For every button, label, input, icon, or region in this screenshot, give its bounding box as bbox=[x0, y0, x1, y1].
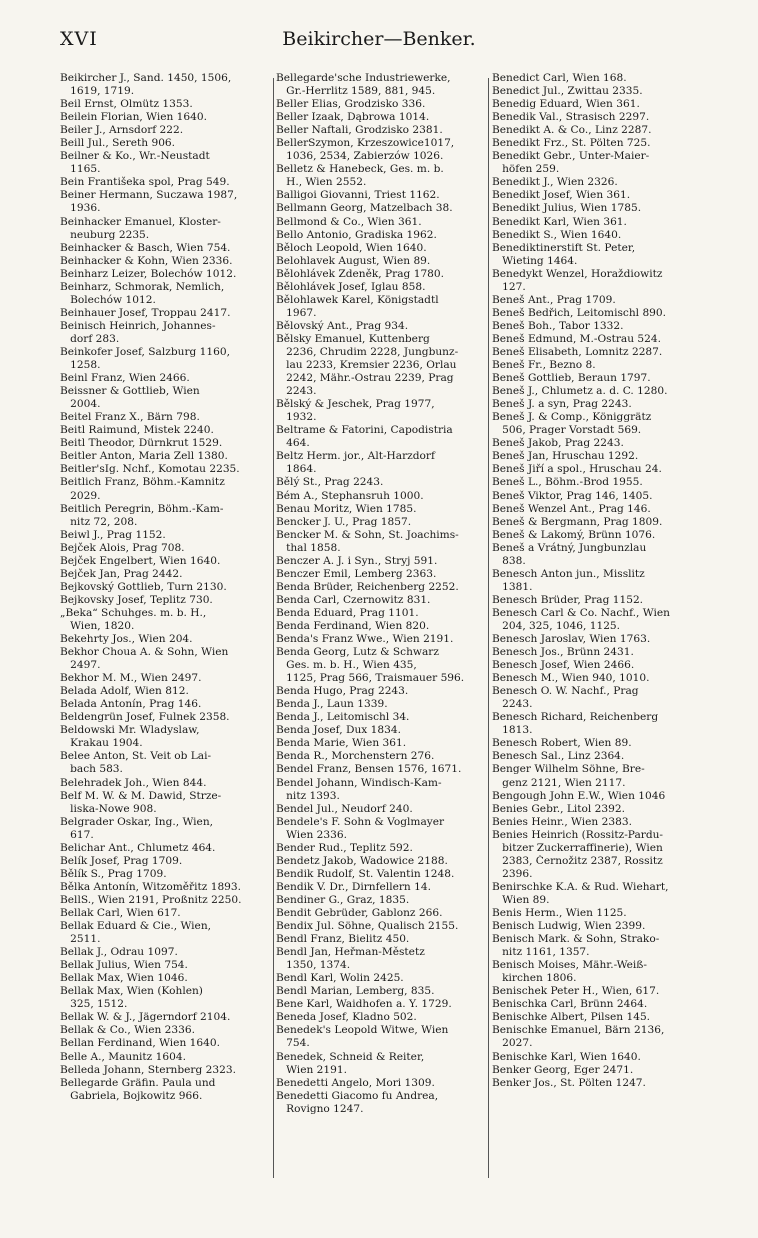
directory-entry-line: 325, 1512. bbox=[60, 998, 128, 1011]
directory-entry-line: Benda Brüder, Reichenberg 2252. bbox=[276, 580, 459, 593]
directory-entry-line: Bělský & Jeschek, Prag 1977, bbox=[276, 398, 435, 411]
directory-entry-line: Bejček Engelbert, Wien 1640. bbox=[60, 554, 221, 567]
directory-entry-line: Beikircher J., Sand. 1450, 1506, bbox=[60, 72, 232, 84]
directory-entry-line: neuburg 2235. bbox=[60, 228, 150, 241]
directory-entry-line: BellS., Wien 2191, Proßnitz 2250. bbox=[60, 893, 242, 906]
directory-entry-line: Beneš & Lakomý, Brünn 1076. bbox=[492, 528, 656, 541]
directory-entry-line: Beinhauer Josef, Troppau 2417. bbox=[60, 306, 231, 319]
directory-entry-line: 1036, 2534, Zabierzów 1026. bbox=[276, 150, 444, 163]
directory-entry-line: Bellak W. & J., Jägerndorf 2104. bbox=[60, 1011, 231, 1024]
directory-entry-line: liska-Nowe 908. bbox=[60, 802, 157, 815]
directory-entry-line: Beneš Wenzel Ant., Prag 146. bbox=[492, 502, 651, 515]
directory-entry-line: Benda Carl, Czernowitz 831. bbox=[276, 593, 431, 606]
directory-entry-line: Benischke Emanuel, Bärn 2136, bbox=[492, 1024, 665, 1037]
directory-entry-line: Benedetti Giacomo fu Andrea, bbox=[276, 1089, 439, 1102]
directory-entry-line: nitz 1161, 1357. bbox=[492, 946, 590, 959]
directory-entry-line: Bém A., Stephansruh 1000. bbox=[276, 489, 424, 502]
directory-entry-line: Benedetti Angelo, Mori 1309. bbox=[276, 1076, 435, 1089]
directory-entry-line: 1932. bbox=[276, 411, 317, 424]
directory-entry-line: Balligoi Giovanni, Triest 1162. bbox=[276, 189, 440, 202]
directory-entry-line: Bene Karl, Waidhofen a. Y. 1729. bbox=[276, 998, 452, 1011]
directory-entry-line: Benesch Sal., Linz 2364. bbox=[492, 750, 625, 763]
directory-entry-line: Beneš Jiří a spol., Hruschau 24. bbox=[492, 463, 662, 476]
directory-entry-line: nitz 1393. bbox=[276, 789, 340, 802]
directory-entry-line: Benedig Eduard, Wien 361. bbox=[492, 98, 640, 111]
directory-entry-line: Beneš Bedřich, Leitomischl 890. bbox=[492, 306, 667, 319]
directory-entry-line: Benisch Moises, Mähr.-Weiß- bbox=[492, 959, 647, 972]
directory-entry-line: Beilner & Ko., Wr.-Neustadt bbox=[60, 150, 210, 163]
directory-entry-line: Beissner & Gottlieb, Wien bbox=[60, 385, 200, 398]
directory-entry-line: Bendl Jan, Heřman-Městetz bbox=[276, 946, 425, 959]
directory-entry-line: Bejkovský Gottlieb, Turn 2130. bbox=[60, 580, 227, 593]
directory-entry-line: Benda J., Laun 1339. bbox=[276, 698, 388, 711]
directory-entry-line: Bellak Julius, Wien 754. bbox=[60, 959, 188, 972]
directory-entry-line: genz 2121, Wien 2117. bbox=[492, 776, 626, 789]
directory-entry-line: Belohlavek August, Wien 89. bbox=[276, 254, 431, 267]
directory-entry-line: Benda Josef, Dux 1834. bbox=[276, 724, 401, 737]
directory-entry-line: 506, Prager Vorstadt 569. bbox=[492, 424, 642, 437]
directory-entry-line: Belgrader Oskar, Ing., Wien, bbox=[60, 815, 214, 828]
directory-entry-line: Beneš Jan, Hruschau 1292. bbox=[492, 450, 639, 463]
directory-entry-line: Belada Antonín, Prag 146. bbox=[60, 698, 202, 711]
directory-entry-line: Beller Elias, Grodzisko 336. bbox=[276, 98, 426, 111]
directory-entry-line: thal 1858. bbox=[276, 541, 341, 554]
directory-entry-line: Benker Jos., St. Pölten 1247. bbox=[492, 1076, 646, 1089]
directory-entry-line: Beneš Gottlieb, Beraun 1797. bbox=[492, 372, 651, 385]
directory-entry-line: 2511. bbox=[60, 933, 101, 946]
directory-entry-line: Beldengrün Josef, Fulnek 2358. bbox=[60, 711, 230, 724]
directory-entry-line: Bendel Franz, Bensen 1576, 1671. bbox=[276, 763, 462, 776]
directory-entry-line: Benedykt Wenzel, Horaždiowitz bbox=[492, 267, 663, 280]
directory-entry-line: Belehradek Joh., Wien 844. bbox=[60, 776, 207, 789]
directory-entry-line: Bekhor Choua A. & Sohn, Wien bbox=[60, 646, 229, 659]
directory-entry-line: Krakau 1904. bbox=[60, 737, 143, 750]
directory-entry-line: Beitlich Franz, Böhm.-Kamnitz bbox=[60, 476, 225, 489]
directory-entry-line: Benau Moritz, Wien 1785. bbox=[276, 502, 417, 515]
directory-entry-line: Belada Adolf, Wien 812. bbox=[60, 685, 189, 698]
directory-entry-line: Benesch O. W. Nachf., Prag bbox=[492, 685, 639, 698]
directory-entry-line: 1967. bbox=[276, 306, 317, 319]
directory-entry-line: Beiwl J., Prag 1152. bbox=[60, 528, 166, 541]
directory-entry-line: Bellak J., Odrau 1097. bbox=[60, 946, 178, 959]
directory-entry-line: Benischke Albert, Pilsen 145. bbox=[492, 1011, 651, 1024]
directory-entry-line: Bendix Jul. Söhne, Qualisch 2155. bbox=[276, 920, 459, 933]
directory-entry-line: Benda R., Morchenstern 276. bbox=[276, 750, 435, 763]
directory-entry-line: Bejkovsky Josef, Teplitz 730. bbox=[60, 593, 213, 606]
directory-entry-line: Bellan Ferdinand, Wien 1640. bbox=[60, 1037, 220, 1050]
directory-entry-line: 2497. bbox=[60, 659, 101, 672]
directory-entry-line: Beinhacker & Kohn, Wien 2336. bbox=[60, 254, 233, 267]
directory-entry-line: Bellak Max, Wien 1046. bbox=[60, 972, 188, 985]
directory-entry-line: Bendik V. Dr., Dirnfellern 14. bbox=[276, 880, 431, 893]
directory-entry-line: Bendl Franz, Bielitz 450. bbox=[276, 933, 410, 946]
directory-entry-line: Benda Georg, Lutz & Schwarz bbox=[276, 646, 439, 659]
directory-entry-line: Ges. m. b. H., Wien 435, bbox=[276, 659, 417, 672]
directory-entry-line: nitz 72, 208. bbox=[60, 515, 138, 528]
directory-entry-line: 2029. bbox=[60, 489, 101, 502]
directory-entry-line: Beneš L., Böhm.-Brod 1955. bbox=[492, 476, 643, 489]
directory-entry-line: Benesch Richard, Reichenberg bbox=[492, 711, 659, 724]
directory-entry-line: Wien 2336. bbox=[276, 828, 347, 841]
directory-entry-line: Benesch Carl & Co. Nachf., Wien bbox=[492, 606, 670, 619]
directory-entry-line: Beitlich Peregrin, Böhm.-Kam- bbox=[60, 502, 224, 515]
directory-entry-line: Bendel Johann, Windisch-Kam- bbox=[276, 776, 442, 789]
directory-entry-line: Benda J., Leitomischl 34. bbox=[276, 711, 410, 724]
directory-entry-line: Beinhacker & Basch, Wien 754. bbox=[60, 241, 231, 254]
directory-entry-line: Bendele's F. Sohn & Voglmayer bbox=[276, 815, 445, 828]
directory-entry-line: Beitel Franz X., Bärn 798. bbox=[60, 411, 200, 424]
directory-entry-line: Benedikt S., Wien 1640. bbox=[492, 228, 622, 241]
directory-entry-line: Belle A., Maunitz 1604. bbox=[60, 1050, 186, 1063]
directory-entry-line: Bendiner G., Graz, 1835. bbox=[276, 893, 410, 906]
directory-entry-line: Benies Heinrich (Rossitz-Pardu- bbox=[492, 828, 664, 841]
directory-entry-line: Benirschke K.A. & Rud. Wiehart, bbox=[492, 880, 669, 893]
directory-column-1 bbox=[60, 72, 282, 1103]
directory-entry-line: Bendl Marian, Lemberg, 835. bbox=[276, 985, 435, 998]
directory-entry-line: Benedikt J., Wien 2326. bbox=[492, 176, 618, 189]
directory-entry-line: Benesch Anton jun., Misslitz bbox=[492, 567, 645, 580]
directory-entry-line: Benda Ferdinand, Wien 820. bbox=[276, 619, 430, 632]
directory-entry-line: Beitl Raimund, Mistek 2240. bbox=[60, 424, 214, 437]
directory-entry-line: Benda Marie, Wien 361. bbox=[276, 737, 407, 750]
directory-entry-line: Bencker M. & Sohn, St. Joachims- bbox=[276, 528, 459, 541]
directory-entry-line: 1258. bbox=[60, 359, 101, 372]
directory-entry-line: Bekhor M. M., Wien 2497. bbox=[60, 672, 202, 685]
directory-entry-line: Beneš Viktor, Prag 146, 1405. bbox=[492, 489, 653, 502]
directory-entry-line: Bělka Antonín, Witzoměřitz 1893. bbox=[60, 880, 242, 893]
directory-entry-line: Bělohlawek Karel, Königstadtl bbox=[276, 293, 439, 306]
directory-column-3 bbox=[492, 72, 712, 1090]
directory-entry-line: 204, 325, 1046, 1125. bbox=[492, 619, 621, 632]
directory-column-2 bbox=[276, 72, 494, 1116]
directory-entry-line: Beneš J., Chlumetz a. d. C. 1280. bbox=[492, 385, 668, 398]
page-number: XVI bbox=[60, 28, 98, 50]
directory-entry-line: Benesch Brüder, Prag 1152. bbox=[492, 593, 644, 606]
directory-entry-line: Bellak Carl, Wien 617. bbox=[60, 907, 181, 919]
directory-entry-line: Beller Naftali, Grodzisko 2381. bbox=[276, 124, 443, 137]
directory-entry-line: Benedikt A. & Co., Linz 2287. bbox=[492, 124, 652, 137]
directory-entry-line: Bělovský Ant., Prag 934. bbox=[276, 319, 409, 332]
directory-entry-line: Beinharz Leizer, Bolechów 1012. bbox=[60, 267, 237, 280]
directory-entry-line: Beill Jul., Sereth 906. bbox=[60, 137, 176, 150]
directory-entry-line: Beneš a Vrátný, Jungbunzlau bbox=[492, 541, 647, 554]
directory-entry-line: Beneda Josef, Kladno 502. bbox=[276, 1011, 417, 1024]
directory-entry-line: Bellak Max, Wien (Kohlen) bbox=[60, 985, 203, 998]
directory-entry-line: Beneš Ant., Prag 1709. bbox=[492, 293, 616, 306]
directory-entry-line: Bendik Rudolf, St. Valentin 1248. bbox=[276, 867, 455, 880]
directory-entry-line: Bendl Karl, Wolin 2425. bbox=[276, 972, 404, 985]
directory-entry-line: Bengough John E.W., Wien 1046 bbox=[492, 789, 666, 802]
directory-entry-line: Benesch Jaroslav, Wien 1763. bbox=[492, 633, 651, 646]
directory-entry-line: 1619, 1719. bbox=[60, 85, 135, 98]
directory-entry-line: Benesch Jos., Brünn 2431. bbox=[492, 646, 634, 659]
directory-entry-line: Bekehrty Jos., Wien 204. bbox=[60, 633, 193, 646]
directory-entry-line: 838. bbox=[492, 554, 526, 567]
directory-entry-line: Belík Josef, Prag 1709. bbox=[60, 854, 183, 867]
directory-entry-line: Bejček Jan, Prag 2442. bbox=[60, 567, 183, 580]
page-header bbox=[0, 28, 758, 58]
directory-entry-line: Bellegarde Gräfin. Paula und bbox=[60, 1076, 216, 1089]
directory-entry-line: Bellmond & Co., Wien 361. bbox=[276, 215, 422, 228]
directory-entry-line: Benediktinerstift St. Peter, bbox=[492, 241, 636, 254]
directory-entry-line: 1165. bbox=[60, 163, 101, 176]
directory-entry-line: Benedikt Josef, Wien 361. bbox=[492, 189, 631, 202]
directory-entry-line: 754. bbox=[276, 1037, 310, 1050]
directory-entry-line: Bellak Eduard & Cie., Wien, bbox=[60, 920, 212, 933]
directory-entry-line: Běloch Leopold, Wien 1640. bbox=[276, 241, 427, 254]
directory-entry-line: Beil Ernst, Olmütz 1353. bbox=[60, 98, 193, 111]
directory-entry-line: Beneš Fr., Bezno 8. bbox=[492, 359, 596, 372]
directory-entry-line: Bělík S., Prag 1709. bbox=[60, 867, 167, 880]
directory-entry-line: BellerSzymon, Krzeszowice1017, bbox=[276, 137, 455, 150]
directory-entry-line: Wien 2191. bbox=[276, 1063, 347, 1076]
directory-entry-line: 464. bbox=[276, 437, 310, 450]
directory-entry-line: Bender Rud., Teplitz 592. bbox=[276, 841, 413, 854]
directory-entry-line: Benedik Val., Strasisch 2297. bbox=[492, 111, 650, 124]
directory-entry-line: Gabriela, Bojkowitz 966. bbox=[60, 1089, 203, 1102]
directory-entry-line: Benger Wilhelm Söhne, Bre- bbox=[492, 763, 645, 776]
directory-entry-line: Bellegarde'sche Industriewerke, bbox=[276, 72, 451, 84]
directory-entry-line: Bello Antonio, Gradiska 1962. bbox=[276, 228, 437, 241]
directory-entry-line: Bolechów 1012. bbox=[60, 293, 156, 306]
directory-entry-line: Benczer A. J. i Syn., Stryj 591. bbox=[276, 554, 438, 567]
directory-entry-line: Benda Eduard, Prag 1101. bbox=[276, 606, 419, 619]
directory-entry-line: Benischek Peter H., Wien, 617. bbox=[492, 985, 660, 998]
directory-entry-line: Benischke Karl, Wien 1640. bbox=[492, 1050, 641, 1063]
directory-entry-line: 127. bbox=[492, 280, 526, 293]
directory-entry-line: Beneš & Bergmann, Prag 1809. bbox=[492, 515, 663, 528]
directory-entry-line: Beitler'sIg. Nchf., Komotau 2235. bbox=[60, 463, 240, 476]
directory-entry-line: Bělý St., Prag 2243. bbox=[276, 476, 384, 489]
directory-entry-line: bach 583. bbox=[60, 763, 123, 776]
directory-entry-line: Beinkofer Josef, Salzburg 1160, bbox=[60, 345, 230, 358]
directory-entry-line: Benda Hugo, Prag 2243. bbox=[276, 685, 409, 698]
directory-entry-line: Beinharz, Schmorak, Nemlich, bbox=[60, 280, 225, 293]
directory-entry-line: Beneš J. & Comp., Königgrätz bbox=[492, 411, 652, 424]
directory-entry-line: 2236, Chrudim 2228, Jungbunz- bbox=[276, 345, 459, 358]
directory-entry-line: Beinl Franz, Wien 2466. bbox=[60, 372, 190, 385]
directory-entry-line: Beneš Boh., Tabor 1332. bbox=[492, 319, 624, 332]
directory-entry-line: 1936. bbox=[60, 202, 101, 215]
directory-entry-line: Belichar Ant., Chlumetz 464. bbox=[60, 841, 216, 854]
directory-entry-line: Beltz Herm. jor., Alt-Harzdorf bbox=[276, 450, 435, 463]
directory-entry-line: Bělohlávek Zdeněk, Prag 1780. bbox=[276, 267, 445, 280]
directory-entry-line: Benedek, Schneid & Reiter, bbox=[276, 1050, 425, 1063]
directory-entry-line: Beltrame & Fatorini, Capodistria bbox=[276, 424, 453, 437]
directory-entry-line: Wien, 1820. bbox=[60, 619, 135, 632]
directory-entry-line: 1813. bbox=[492, 724, 533, 737]
directory-entry-line: 2027. bbox=[492, 1037, 533, 1050]
directory-entry-line: Bellak & Co., Wien 2336. bbox=[60, 1024, 196, 1037]
directory-entry-line: Benies Heinr., Wien 2383. bbox=[492, 815, 632, 828]
directory-entry-line: Bendit Gebrüder, Gablonz 266. bbox=[276, 907, 443, 919]
directory-entry-line: Beneš Elisabeth, Lomnitz 2287. bbox=[492, 345, 663, 358]
directory-entry-line: 1864. bbox=[276, 463, 317, 476]
directory-entry-line: Bejček Alois, Prag 708. bbox=[60, 541, 185, 554]
directory-entry-line: Beneš Edmund, M.-Ostrau 524. bbox=[492, 332, 662, 345]
directory-entry-line: Beitl Theodor, Dürnkrut 1529. bbox=[60, 437, 223, 450]
directory-entry-line: Beinhacker Emanuel, Kloster- bbox=[60, 215, 221, 228]
directory-entry-line: 2242, Mähr.-Ostrau 2239, Prag bbox=[276, 372, 454, 385]
directory-entry-line: 1381. bbox=[492, 580, 533, 593]
directory-entry-line: H., Wien 2552. bbox=[276, 176, 367, 189]
directory-entry-line: Beitler Anton, Maria Zell 1380. bbox=[60, 450, 228, 463]
directory-entry-line: Benesch Robert, Wien 89. bbox=[492, 737, 632, 750]
directory-entry-line: Benedikt Julius, Wien 1785. bbox=[492, 202, 642, 215]
directory-entry-line: Belletz & Hanebeck, Ges. m. b. bbox=[276, 163, 444, 176]
directory-entry-line: 2243. bbox=[276, 385, 317, 398]
directory-entry-line: Beilein Florian, Wien 1640. bbox=[60, 111, 207, 124]
directory-entry-line: Belee Anton, St. Veit ob Lai- bbox=[60, 750, 212, 763]
directory-entry-line: 1350, 1374. bbox=[276, 959, 351, 972]
directory-entry-line: Benies Gebr., Litol 2392. bbox=[492, 802, 625, 815]
directory-entry-line: Benisch Ludwig, Wien 2399. bbox=[492, 920, 646, 933]
directory-entry-line: Beneš Jakob, Prag 2243. bbox=[492, 437, 624, 450]
directory-entry-line: 617. bbox=[60, 828, 94, 841]
directory-entry-line: kirchen 1806. bbox=[492, 972, 577, 985]
directory-entry-line: Benesch M., Wien 940, 1010. bbox=[492, 672, 650, 685]
directory-entry-line: Bellmann Georg, Matzelbach 38. bbox=[276, 202, 453, 215]
directory-entry-line: Belleda Johann, Sternberg 2323. bbox=[60, 1063, 236, 1076]
directory-entry-line: Beller Izaak, Dąbrowa 1014. bbox=[276, 111, 430, 124]
directory-entry-line: Benedikt Frz., St. Pölten 725. bbox=[492, 137, 651, 150]
directory-entry-line: dorf 283. bbox=[60, 332, 120, 345]
directory-entry-line: höfen 259. bbox=[492, 163, 560, 176]
running-title: Beikircher—Benker. bbox=[282, 28, 476, 50]
directory-entry-line: Benesch Josef, Wien 2466. bbox=[492, 659, 635, 672]
directory-entry-line: Benczer Emil, Lemberg 2363. bbox=[276, 567, 437, 580]
directory-entry-line: Benker Georg, Eger 2471. bbox=[492, 1063, 634, 1076]
directory-entry-line: Benedikt Karl, Wien 361. bbox=[492, 215, 627, 228]
directory-entry-line: Bencker J. U., Prag 1857. bbox=[276, 515, 412, 528]
directory-entry-line: Beiler J., Arnsdorf 222. bbox=[60, 124, 184, 137]
directory-entry-line: Wieting 1464. bbox=[492, 254, 578, 267]
directory-entry-line: Rovigno 1247. bbox=[276, 1102, 364, 1115]
directory-entry-line: Bělsky Emanuel, Kuttenberg bbox=[276, 332, 430, 345]
directory-entry-line: Gr.-Herrlitz 1589, 881, 945. bbox=[276, 85, 436, 98]
directory-entry-line: Benedict Carl, Wien 168. bbox=[492, 72, 627, 84]
directory-entry-line: Wien 89. bbox=[492, 893, 550, 906]
directory-entry-line: Belf M. W. & M. Dawid, Strze- bbox=[60, 789, 222, 802]
directory-entry-line: Benedikt Gebr., Unter-Maier- bbox=[492, 150, 650, 163]
directory-entry-line: Bein Františeka spol, Prag 549. bbox=[60, 176, 230, 189]
directory-entry-line: bitzer Zuckerraffinerie), Wien bbox=[492, 841, 663, 854]
directory-entry-line: Benischka Carl, Brünn 2464. bbox=[492, 998, 648, 1011]
directory-entry-line: Benedek's Leopold Witwe, Wien bbox=[276, 1024, 449, 1037]
directory-entry-line: Bendetz Jakob, Wadowice 2188. bbox=[276, 854, 448, 867]
directory-entry-line: lau 2233, Kremsier 2236, Orlau bbox=[276, 359, 457, 372]
directory-entry-line: 2383, Černožitz 2387, Rossitz bbox=[492, 854, 663, 867]
directory-entry-line: 2243. bbox=[492, 698, 533, 711]
directory-entry-line: Bendel Jul., Neudorf 240. bbox=[276, 802, 413, 815]
directory-entry-line: Benisch Mark. & Sohn, Strako- bbox=[492, 933, 660, 946]
directory-entry-line: „Beka“ Schuhges. m. b. H., bbox=[60, 606, 207, 619]
directory-entry-line: Benis Herm., Wien 1125. bbox=[492, 907, 627, 919]
directory-entry-line: Beneš J. a syn, Prag 2243. bbox=[492, 398, 632, 411]
directory-entry-line: Bělohlávek Josef, Iglau 858. bbox=[276, 280, 426, 293]
directory-entry-line: 1125, Prag 566, Traismauer 596. bbox=[276, 672, 465, 685]
directory-entry-line: Beinisch Heinrich, Johannes- bbox=[60, 319, 216, 332]
directory-entry-line: Benda's Franz Wwe., Wien 2191. bbox=[276, 633, 454, 646]
directory-entry-line: Beldowski Mr. Wladyslaw, bbox=[60, 724, 200, 737]
directory-entry-line: 2396. bbox=[492, 867, 533, 880]
directory-entry-line: Benedict Jul., Zwittau 2335. bbox=[492, 85, 643, 98]
directory-entry-line: 2004. bbox=[60, 398, 101, 411]
directory-entry-line: Beiner Hermann, Suczawa 1987, bbox=[60, 189, 238, 202]
